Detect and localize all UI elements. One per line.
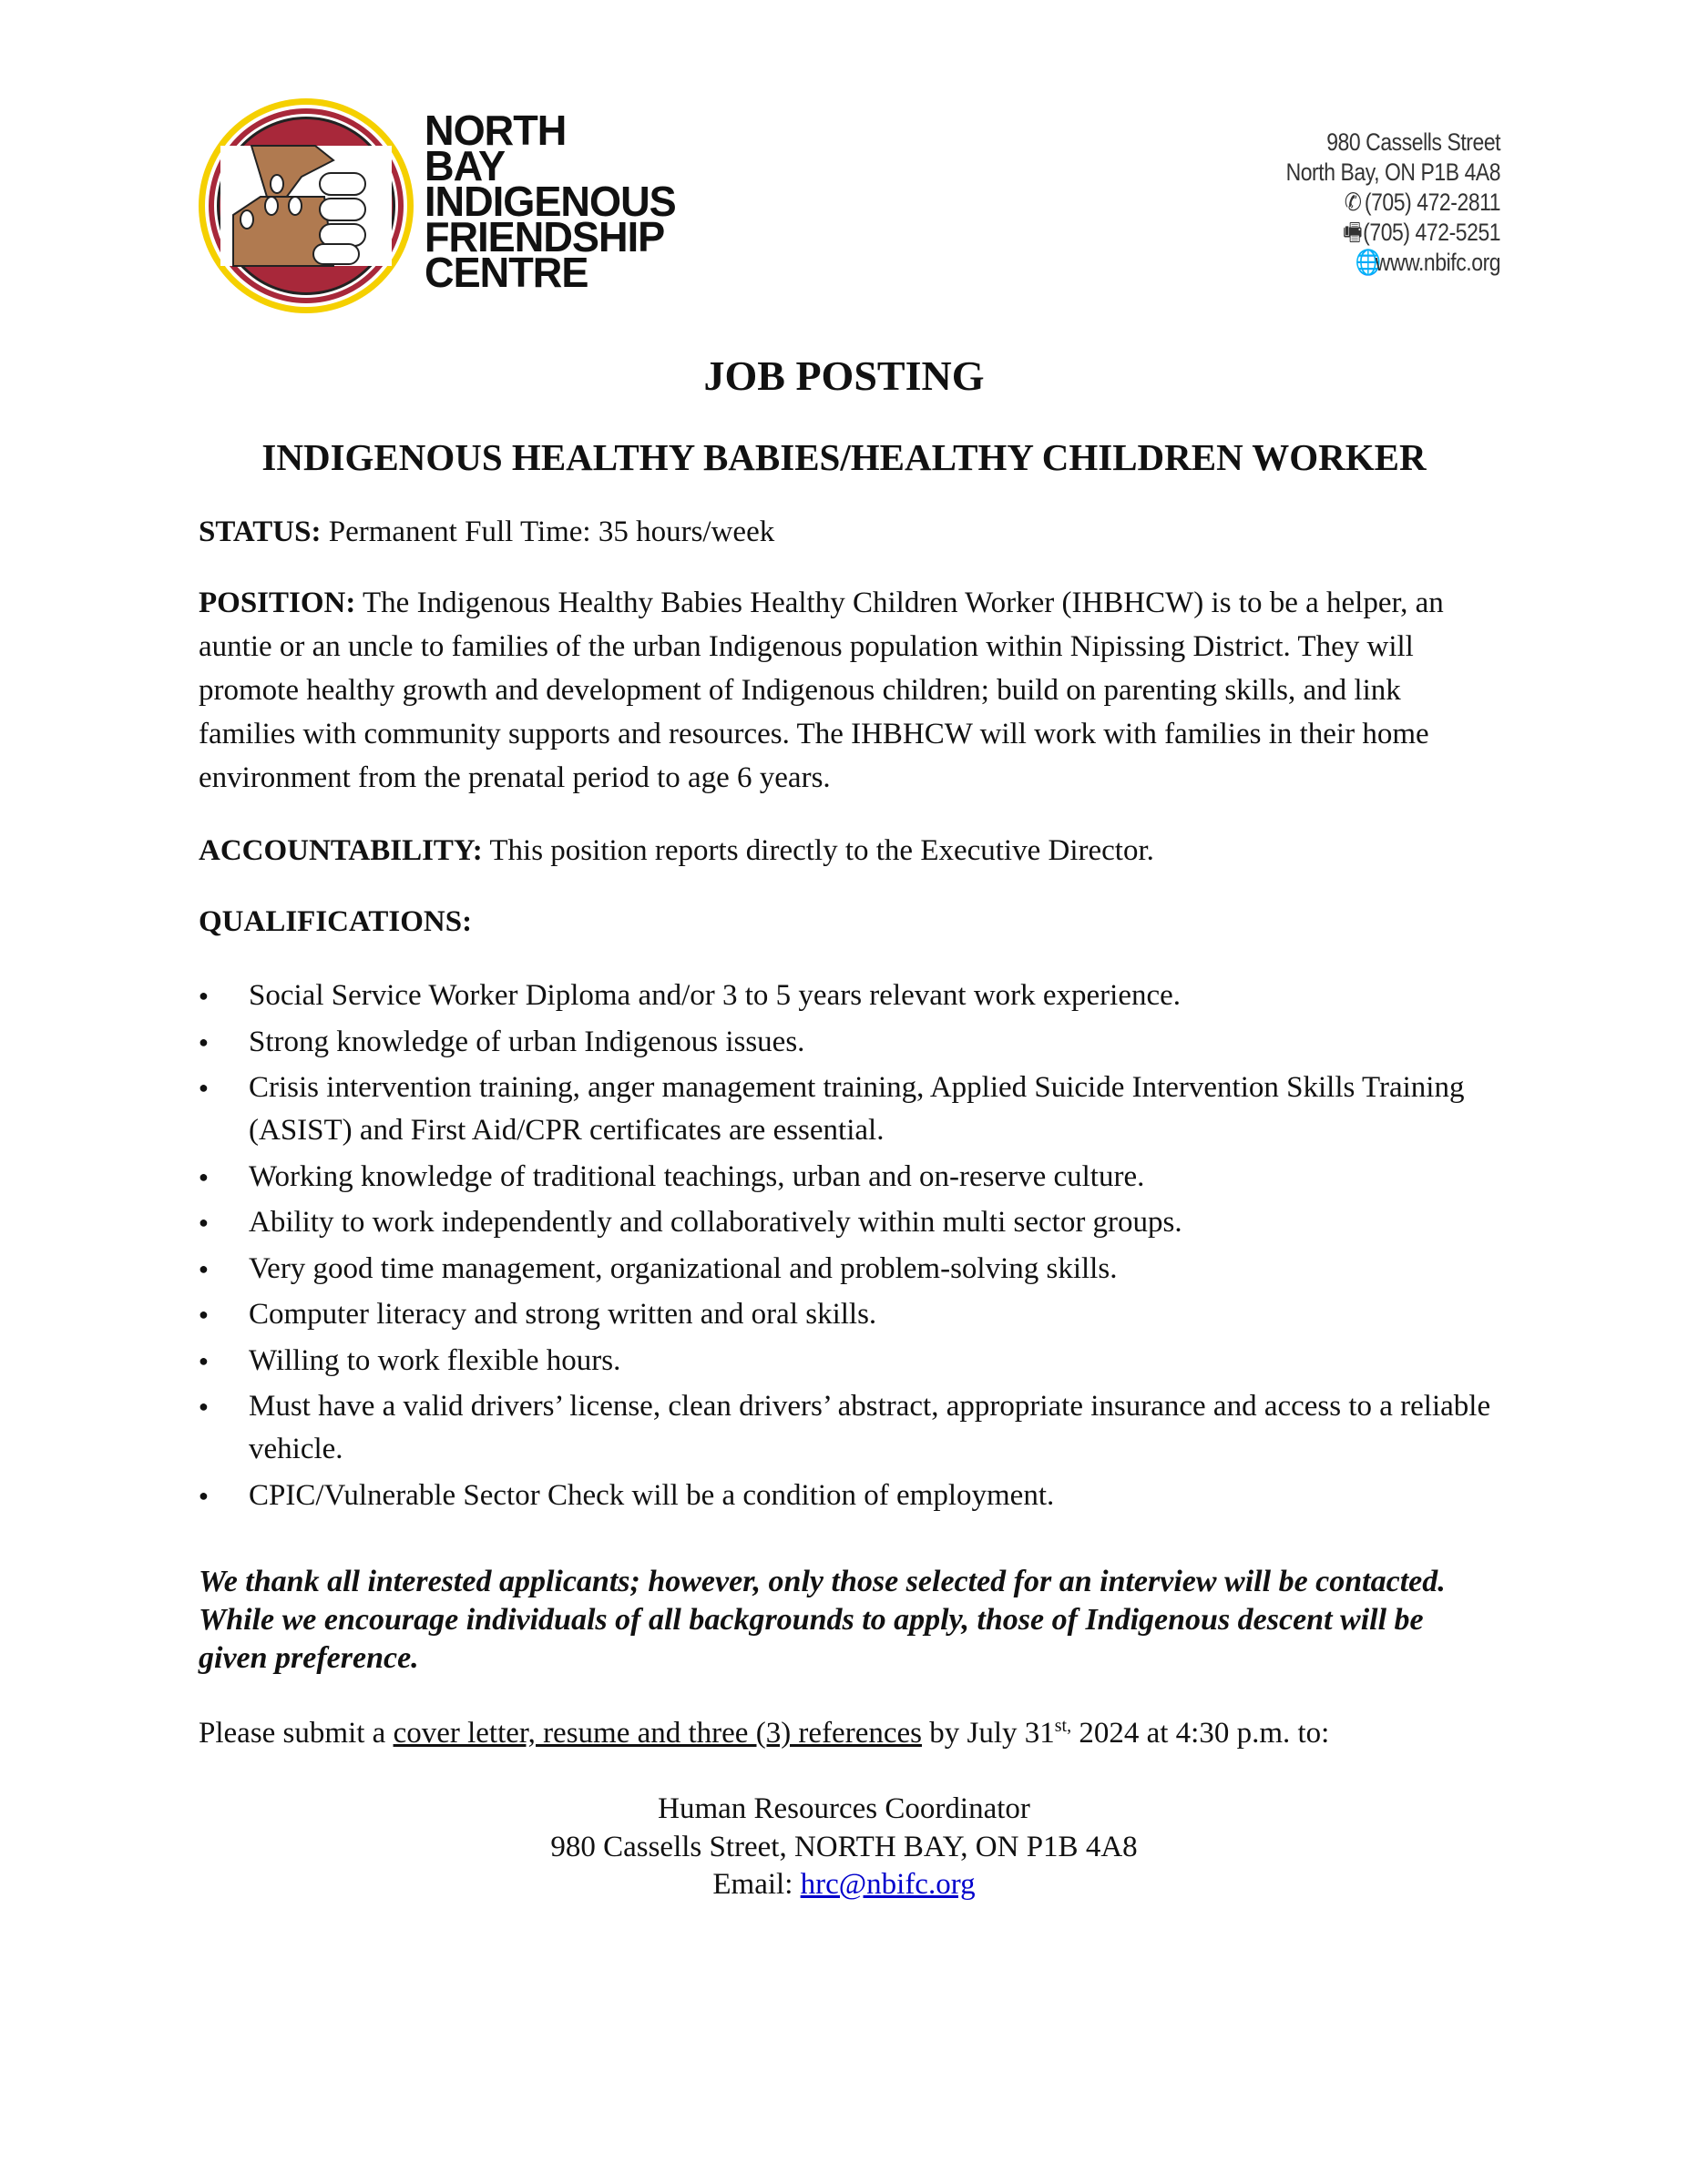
submit-post: 2024 at 4:30 p.m. to: bbox=[1071, 1717, 1330, 1750]
applicant-note: We thank all interested applicants; however, only those selected for an interview will be contacted. While we encourage individuals of all backgrounds to apply, those of Indigenous descent will be given preference. bbox=[199, 1565, 1446, 1675]
list-item: ● Crisis intervention training, anger management training, Applied Suicide Intervention Skills Training (ASIST) and First Aid/CPR certificates are essential. bbox=[199, 1066, 1492, 1152]
required-documents: cover letter, resume and three (3) references bbox=[393, 1717, 922, 1750]
submit-deadline: by July 31 bbox=[921, 1717, 1055, 1750]
accountability-section bbox=[199, 829, 1492, 873]
list-item: ● Computer literacy and strong written and oral skills. bbox=[199, 1293, 1492, 1336]
contact-block bbox=[0, 1791, 1688, 1904]
list-item: ● Very good time management, organizational and problem-solving skills. bbox=[199, 1248, 1492, 1291]
list-item: ● Working knowledge of traditional teachings, urban and on-reserve culture. bbox=[199, 1156, 1492, 1199]
list-item: ● Social Service Worker Diploma and/or 3 to 5 years relevant work experience. bbox=[199, 975, 1492, 1017]
qualifications-heading: QUALIFICATIONS: bbox=[199, 905, 473, 938]
logo-line: NORTH bbox=[425, 107, 567, 154]
contact-name: Human Resources Coordinator bbox=[658, 1792, 1030, 1825]
city: North Bay, ON P1B 4A8 bbox=[1285, 158, 1500, 186]
fax-icon: 🖷 bbox=[1342, 219, 1363, 246]
qualifications-list bbox=[199, 975, 1492, 1520]
globe-icon: 🌐 bbox=[1355, 249, 1381, 276]
list-item: ● Strong knowledge of urban Indigenous issues. bbox=[199, 1021, 1492, 1064]
fax: (705) 472-5251 bbox=[1363, 219, 1500, 246]
logo-line: BAY bbox=[425, 142, 506, 189]
ordinal-suffix: st, bbox=[1054, 1716, 1072, 1736]
position-text: The Indigenous Healthy Babies Healthy Children Worker (IHBHCW) is to be a helper, an auntie or an uncle to families of the urban Indigenous population within Nipissing District. They will promote healthy growth and development of Indigenous children; build on parenting skills, and link families with community supports and resources. The IHBHCW will work with families in their home environment from the prenatal period to age 6 years. bbox=[199, 587, 1444, 794]
status-section bbox=[199, 510, 1492, 554]
contact-address: 980 Cassells Street, NORTH BAY, ON P1B 4A8 bbox=[550, 1830, 1138, 1863]
submit-pre: Please submit a bbox=[199, 1717, 394, 1750]
nbifc-logo bbox=[197, 97, 415, 315]
phone-icon: ✆ bbox=[1344, 189, 1362, 216]
logo-wordmark bbox=[425, 107, 676, 296]
org-address-block bbox=[1285, 128, 1500, 278]
job-title: INDIGENOUS HEALTHY BABIES/HEALTHY CHILDREN WORKER bbox=[261, 436, 1427, 478]
logo-line: FRIENDSHIP bbox=[425, 213, 665, 260]
status-text: Permanent Full Time: 35 hours/week bbox=[321, 515, 775, 548]
list-item: ● Willing to work flexible hours. bbox=[199, 1340, 1492, 1383]
email-label: Email: bbox=[712, 1868, 801, 1901]
accountability-text: This position reports directly to the Executive Director. bbox=[482, 834, 1154, 867]
street: 980 Cassells Street bbox=[1326, 128, 1500, 156]
website: www.nbifc.org bbox=[1375, 249, 1500, 276]
list-item: ● Ability to work independently and collaboratively within multi sector groups. bbox=[199, 1201, 1492, 1244]
accountability-label: ACCOUNTABILITY: bbox=[199, 834, 483, 867]
status-label: STATUS: bbox=[199, 515, 322, 548]
logo-line: INDIGENOUS bbox=[425, 178, 676, 225]
email-link[interactable]: hrc@nbifc.org bbox=[800, 1868, 976, 1901]
logo-line: CENTRE bbox=[425, 249, 588, 296]
position-label: POSITION: bbox=[199, 587, 356, 619]
list-item: ● CPIC/Vulnerable Sector Check will be a condition of employment. bbox=[199, 1475, 1492, 1517]
submission-instructions bbox=[199, 1716, 1329, 1750]
phone: (705) 472-2811 bbox=[1364, 189, 1500, 216]
position-section bbox=[199, 581, 1492, 800]
list-item: ● Must have a valid drivers’ license, clean drivers’ abstract, appropriate insurance and access to a reliable vehicle. bbox=[199, 1385, 1492, 1471]
page-title: JOB POSTING bbox=[703, 352, 985, 399]
